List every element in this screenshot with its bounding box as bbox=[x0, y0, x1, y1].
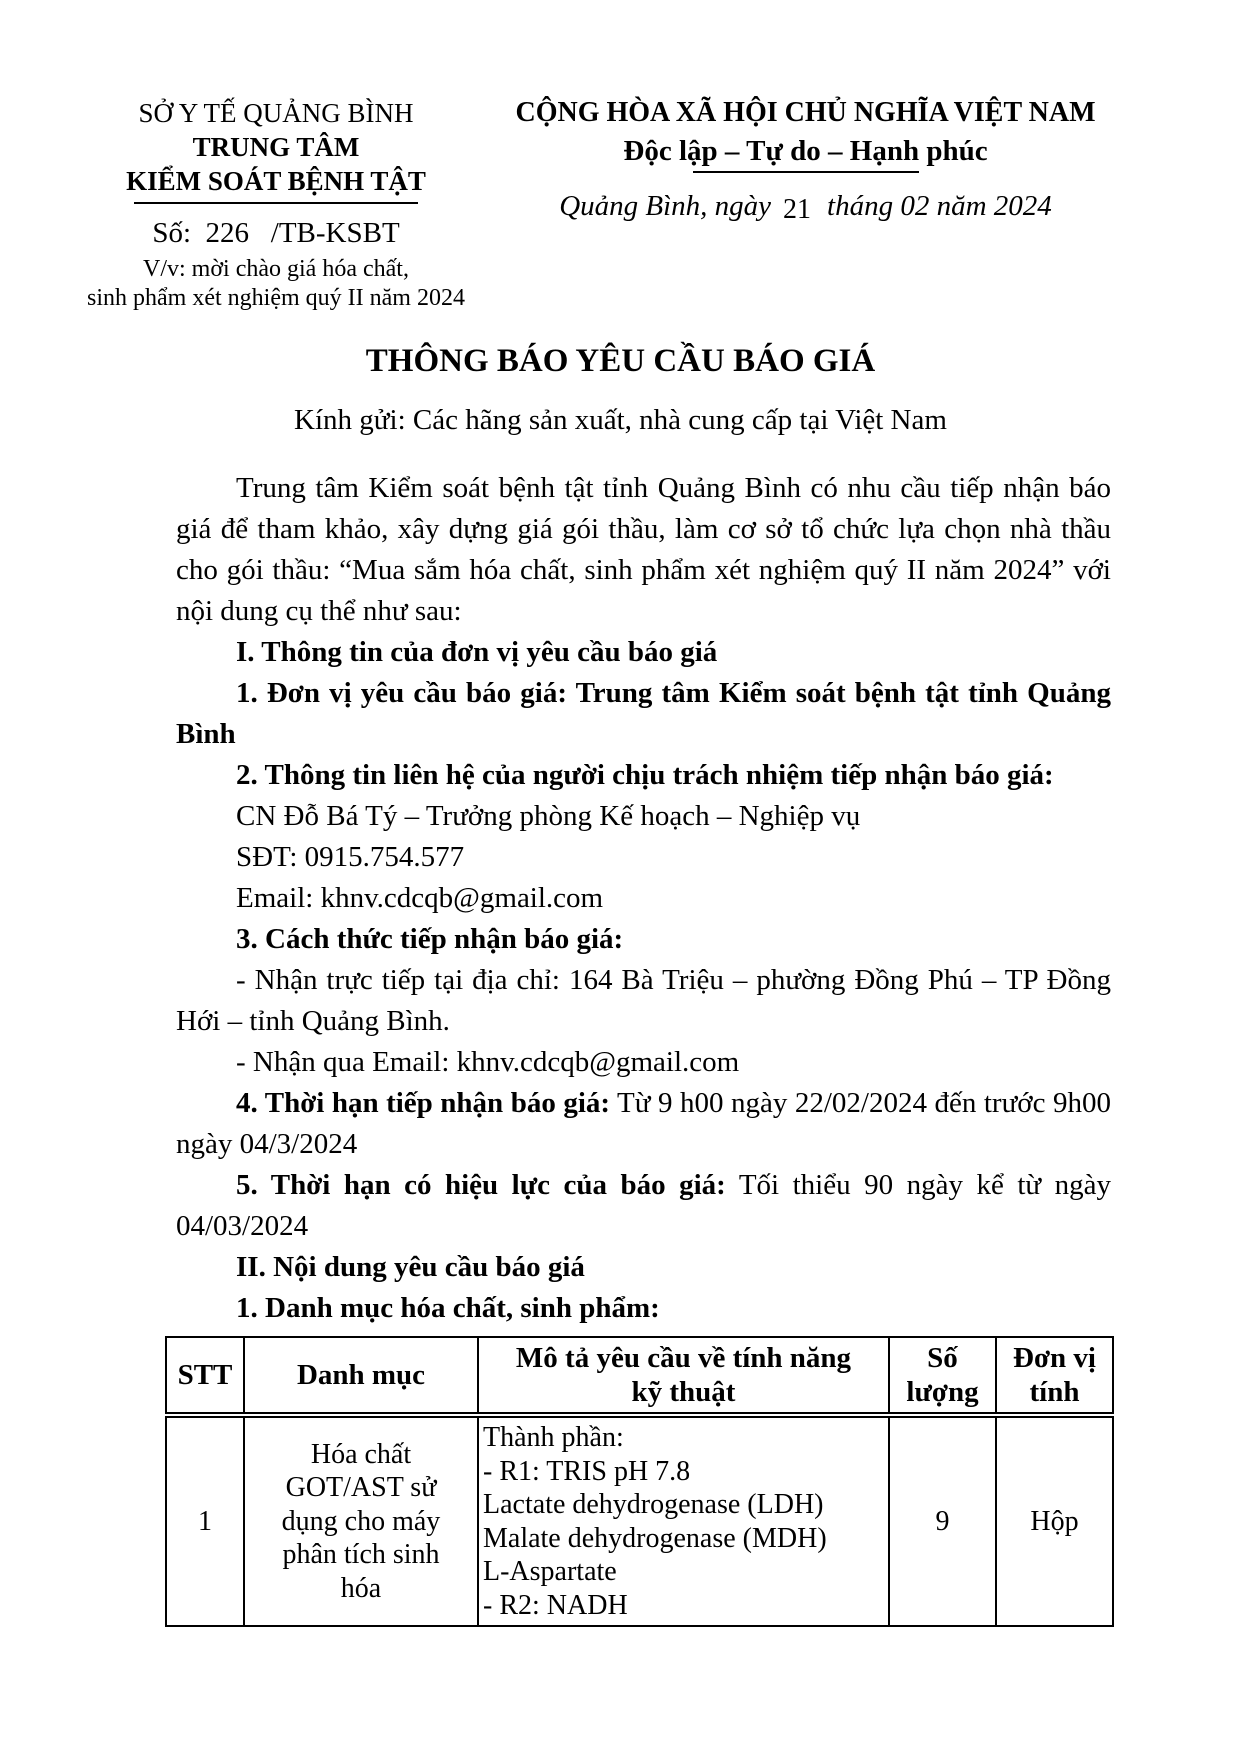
section2-heading: II. Nội dung yêu cầu báo giá bbox=[236, 1251, 585, 1283]
item-4-deadline bbox=[176, 1083, 1111, 1165]
header-unit bbox=[996, 1337, 1113, 1415]
date-day: 21 bbox=[783, 194, 812, 225]
issuer-org-line2: KIỂM SOÁT BỆNH TẬT bbox=[126, 166, 426, 196]
cell-category-line: Hóa chất bbox=[310, 1438, 412, 1470]
cell-quantity: 9 bbox=[889, 1415, 996, 1626]
item-5-text: Tối thiểu 90 ngày kể từ ngày 04/03/2024 bbox=[176, 1169, 1111, 1242]
national-block bbox=[473, 96, 1138, 313]
receive-direct-line: - Nhận trực tiếp tại địa chỉ: 164 Bà Triệu – phường Đồng Phú – TP Đồng Hới – tỉnh Quảng Bình. bbox=[176, 964, 1111, 1037]
document-title: THÔNG BÁO YÊU CẦU BÁO GIÁ bbox=[365, 343, 876, 379]
cell-description-line: Malate dehydrogenase (MDH) bbox=[483, 1522, 827, 1554]
header-description-line: Mô tả yêu cầu về tính năng bbox=[515, 1342, 852, 1374]
header-unit-line: tính bbox=[1029, 1376, 1080, 1408]
contact-email: Email: khnv.cdcqb@gmail.com bbox=[236, 882, 604, 914]
cell-category-line: dụng cho máy bbox=[281, 1505, 441, 1537]
cell-category-line: hóa bbox=[340, 1572, 382, 1604]
letterhead bbox=[85, 96, 1241, 313]
doc-subject-line2: sinh phẩm xét nghiệm quý II năm 2024 bbox=[87, 285, 465, 311]
cell-category-line: GOT/AST sử bbox=[285, 1472, 437, 1504]
header-category: Danh mục bbox=[244, 1337, 478, 1415]
table-row bbox=[166, 1415, 1113, 1626]
header-quantity-line: lượng bbox=[906, 1376, 979, 1408]
cell-description-line: - R1: TRIS pH 7.8 bbox=[483, 1455, 691, 1487]
date-suffix: tháng 02 năm 2024 bbox=[827, 190, 1052, 222]
header-quantity bbox=[889, 1337, 996, 1415]
republic-line: CỘNG HÒA XÃ HỘI CHỦ NGHĨA VIỆT NAM bbox=[515, 97, 1096, 128]
cell-description-line: Thành phần: bbox=[483, 1422, 624, 1453]
cell-description bbox=[478, 1415, 889, 1626]
motto-underline bbox=[693, 171, 919, 173]
cell-stt: 1 bbox=[166, 1415, 244, 1626]
cell-category-line: phân tích sinh bbox=[282, 1539, 440, 1571]
doc-number: Số: 226 /TB-KSBT bbox=[152, 217, 400, 249]
items-table bbox=[165, 1336, 1114, 1627]
item-3-method-heading: 3. Cách thức tiếp nhận báo giá: bbox=[236, 923, 624, 955]
cell-description-line: Lactate dehydrogenase (LDH) bbox=[483, 1489, 824, 1520]
item-1-requesting-unit: 1. Đơn vị yêu cầu báo giá: Trung tâm Kiểm soát bệnh tật tỉnh Quảng Bình bbox=[176, 677, 1111, 750]
item-4-label: 4. Thời hạn tiếp nhận báo giá: bbox=[236, 1087, 611, 1119]
item-5-validity bbox=[176, 1165, 1111, 1247]
issuer-block bbox=[85, 96, 467, 313]
issuer-parent-org: SỞ Y TẾ QUẢNG BÌNH bbox=[138, 98, 414, 128]
item-5-label: 5. Thời hạn có hiệu lực của báo giá: bbox=[236, 1169, 726, 1201]
cell-category bbox=[244, 1415, 478, 1626]
item-2-contact-heading: 2. Thông tin liên hệ của người chịu trách nhiệm tiếp nhận báo giá: bbox=[236, 759, 1054, 791]
place-date-line bbox=[473, 190, 1138, 223]
contact-name: CN Đỗ Bá Tý – Trưởng phòng Kế hoạch – Nghiệp vụ bbox=[236, 800, 861, 832]
section1-heading: I. Thông tin của đơn vị yêu cầu báo giá bbox=[236, 636, 718, 668]
intro-paragraph: Trung tâm Kiểm soát bệnh tật tỉnh Quảng Bình có nhu cầu tiếp nhận báo giá để tham khảo, xây dựng giá gói thầu, làm cơ sở tổ chức lựa chọn nhà thầu cho gói thầu: “Mua sắm hóa chất, sinh phẩm xét nghiệm quý II năm 2024” với nội dung cụ thể như sau: bbox=[176, 472, 1111, 627]
document-body bbox=[176, 468, 1111, 1627]
header-description-line: kỹ thuật bbox=[631, 1376, 736, 1408]
header-unit-line: Đơn vị bbox=[1013, 1342, 1096, 1374]
salutation: Kính gửi: Các hãng sản xuất, nhà cung cấp tại Việt Nam bbox=[294, 404, 947, 436]
cell-unit: Hộp bbox=[996, 1415, 1113, 1626]
cell-description-line: L-Aspartate bbox=[483, 1556, 617, 1587]
cell-description-line: - R2: NADH bbox=[483, 1589, 628, 1621]
header-quantity-line: Số bbox=[927, 1342, 958, 1374]
header-description bbox=[478, 1337, 889, 1415]
issuer-underline bbox=[134, 202, 418, 204]
receive-email-line: - Nhận qua Email: khnv.cdcqb@gmail.com bbox=[236, 1046, 740, 1078]
section2-sub1: 1. Danh mục hóa chất, sinh phẩm: bbox=[236, 1292, 660, 1324]
header-stt: STT bbox=[166, 1337, 244, 1415]
item-4-text: Từ 9 h00 ngày 22/02/2024 đến trước 9h00 ngày 04/3/2024 bbox=[176, 1087, 1111, 1160]
issuer-org-line1: TRUNG TÂM bbox=[192, 132, 360, 162]
table-header-row bbox=[166, 1337, 1113, 1415]
date-prefix: Quảng Bình, ngày bbox=[559, 190, 772, 222]
contact-phone: SĐT: 0915.754.577 bbox=[236, 841, 465, 873]
doc-subject-line1: V/v: mời chào giá hóa chất, bbox=[143, 256, 409, 282]
motto-line: Độc lập – Tự do – Hạnh phúc bbox=[623, 135, 988, 167]
